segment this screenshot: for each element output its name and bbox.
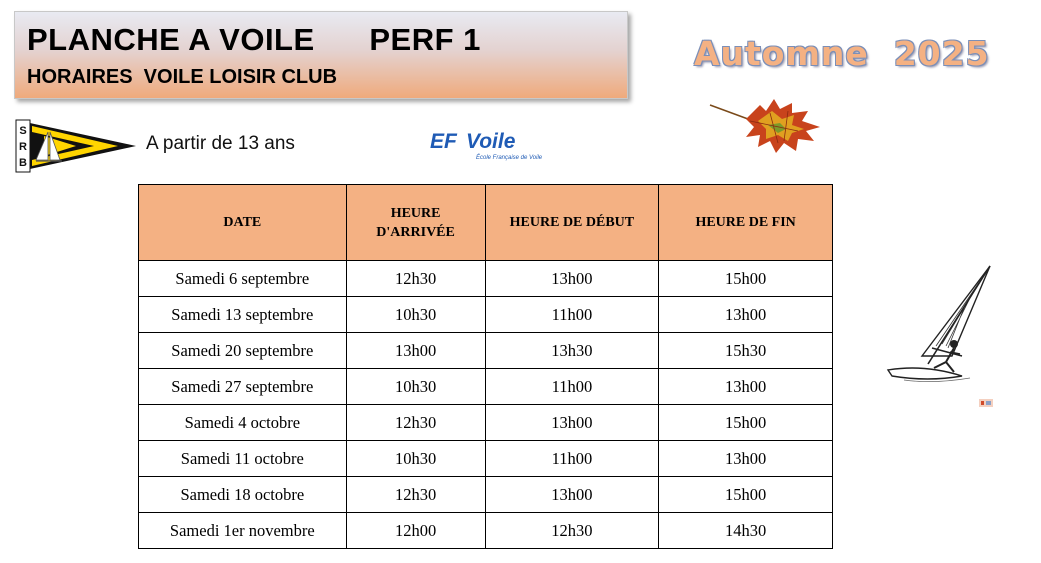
table-row [139,405,833,441]
end-cell: 13h00 [659,441,833,477]
date-cell: Samedi 4 octobre [139,405,347,441]
table-row [139,513,833,549]
column-header-end: HEURE DE FIN [659,185,833,261]
date-cell: Samedi 27 septembre [139,369,347,405]
start-cell: 11h00 [485,369,659,405]
table-row [139,477,833,513]
start-cell: 13h00 [485,261,659,297]
arrival-cell: 10h30 [346,441,485,477]
small-logo-icon [979,399,993,407]
table-row [139,333,833,369]
end-cell: 15h00 [659,405,833,441]
end-cell: 13h00 [659,369,833,405]
date-cell: Samedi 18 octobre [139,477,347,513]
start-cell: 11h00 [485,297,659,333]
arrival-cell: 12h30 [346,405,485,441]
date-cell: Samedi 13 septembre [139,297,347,333]
table-header-row [139,185,833,261]
end-cell: 14h30 [659,513,833,549]
arrival-cell: 12h00 [346,513,485,549]
efvoile-logo [428,124,548,166]
page-subtitle: HORAIRES VOILE LOISIR CLUB [27,66,338,88]
page-title: PLANCHE A VOILE PERF 1 [27,22,481,57]
flag-icon [14,118,138,174]
season-title: Automne 2025 [694,34,990,73]
date-cell: Samedi 6 septembre [139,261,347,297]
efvoile-ef: EF [430,130,457,153]
column-header-arrival: HEURE D'ARRIVÉE [346,185,485,261]
arrival-cell: 12h30 [346,477,485,513]
flag-letter: S [19,125,27,137]
efvoile-tagline: École Française de Voile [476,155,543,161]
end-cell: 15h00 [659,477,833,513]
leaf-icon [708,97,828,155]
start-cell: 12h30 [485,513,659,549]
table-row [139,261,833,297]
arrival-cell: 13h00 [346,333,485,369]
end-cell: 13h00 [659,297,833,333]
arrival-cell: 10h30 [346,369,485,405]
start-cell: 13h00 [485,477,659,513]
start-cell: 13h30 [485,333,659,369]
schedule-table [138,184,833,549]
flag-letter: B [19,157,27,169]
table-row [139,297,833,333]
start-cell: 13h00 [485,405,659,441]
arrival-cell: 10h30 [346,297,485,333]
end-cell: 15h30 [659,333,833,369]
column-header-start: HEURE DE DÉBUT [485,185,659,261]
age-requirement: A partir de 13 ans [146,133,295,154]
table-row [139,441,833,477]
date-cell: Samedi 11 octobre [139,441,347,477]
arrival-cell: 12h30 [346,261,485,297]
efvoile-voile: Voile [466,130,516,153]
windsurfer-icon [884,264,996,390]
date-cell: Samedi 1er novembre [139,513,347,549]
title-banner [14,11,628,99]
date-cell: Samedi 20 septembre [139,333,347,369]
table-row [139,369,833,405]
end-cell: 15h00 [659,261,833,297]
start-cell: 11h00 [485,441,659,477]
flag-letter: R [19,141,27,153]
column-header-date: DATE [139,185,347,261]
